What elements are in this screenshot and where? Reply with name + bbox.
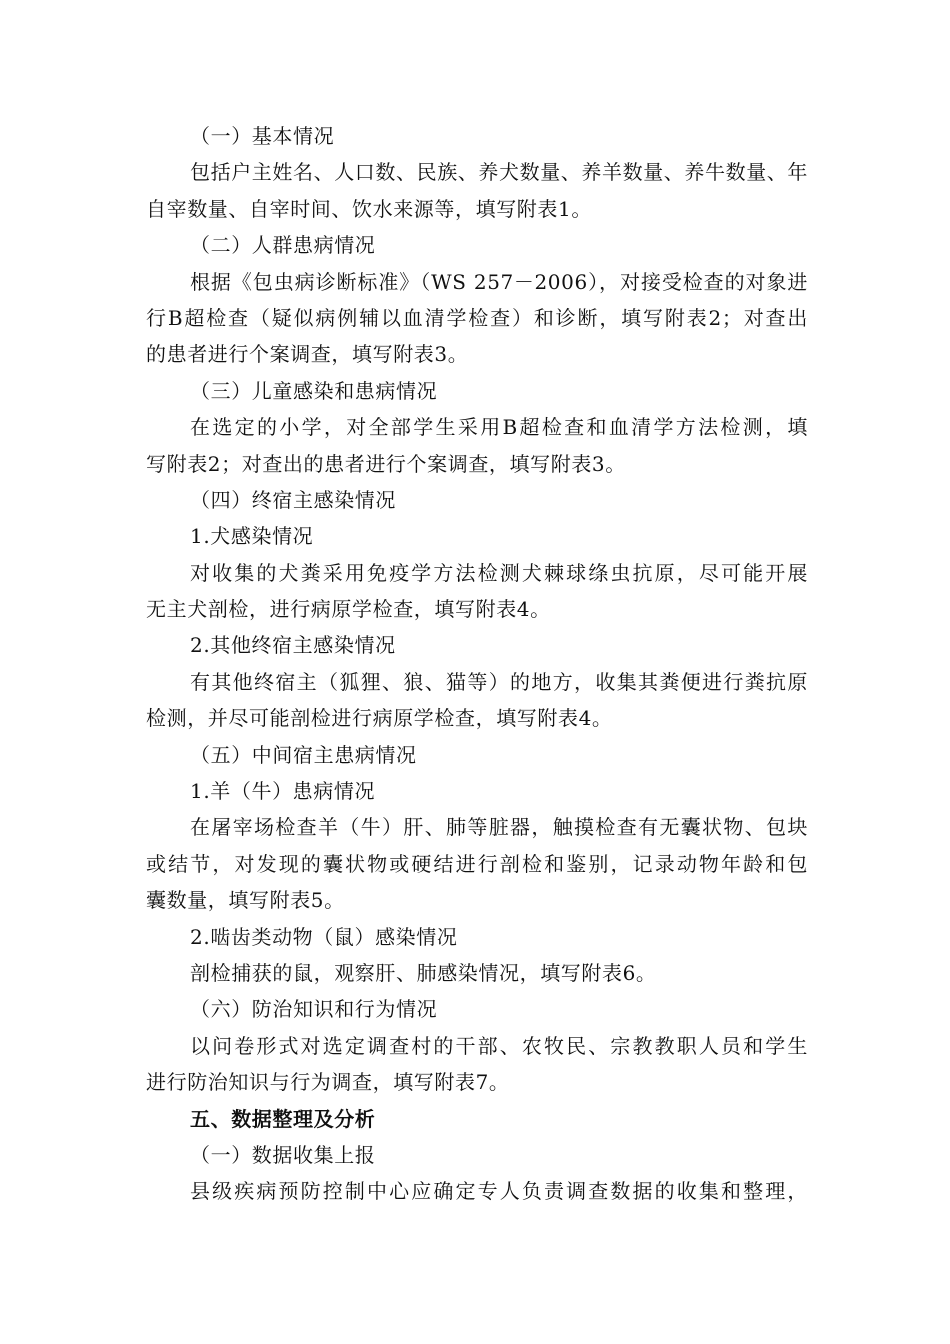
text-line: 剖检捕获的鼠，观察肝、肺感染情况，填写附表6。 bbox=[190, 960, 657, 985]
text-line: 根据《包虫病诊断标准》（WS 257－2006），对接受检查的对象进 bbox=[190, 269, 808, 294]
text-line: 对收集的犬粪采用免疫学方法检测犬棘球绦虫抗原，尽可能开展 bbox=[190, 560, 808, 585]
text-line: 包括户主姓名、人口数、民族、养犬数量、养羊数量、养牛数量、年 bbox=[190, 160, 808, 185]
text-line: （六）防治知识和行为情况 bbox=[190, 997, 438, 1022]
text-line: （一）数据收集上报 bbox=[190, 1142, 376, 1167]
text-line: 或结节，对发现的囊状物或硬结进行剖检和鉴别，记录动物年龄和包 bbox=[146, 851, 808, 876]
text-line: 进行防治知识与行为调查，填写附表7。 bbox=[146, 1070, 510, 1095]
text-line: 检测，并尽可能剖检进行病原学检查，填写附表4。 bbox=[146, 706, 613, 731]
text-line: （二）人群患病情况 bbox=[190, 233, 376, 258]
text-line: 县级疾病预防控制中心应确定专人负责调查数据的收集和整理， bbox=[190, 1179, 808, 1204]
text-line: 在选定的小学，对全部学生采用B超检查和血清学方法检测，填 bbox=[190, 415, 808, 440]
text-line: 在屠宰场检查羊（牛）肝、肺等脏器，触摸检查有无囊状物、包块 bbox=[190, 815, 808, 840]
text-line: 2.其他终宿主感染情况 bbox=[190, 633, 396, 658]
text-line: 有其他终宿主（狐狸、狼、猫等）的地方，收集其粪便进行粪抗原 bbox=[190, 669, 808, 694]
text-line: 的患者进行个案调查，填写附表3。 bbox=[146, 342, 469, 367]
text-line: 1.羊（牛）患病情况 bbox=[190, 779, 376, 804]
text-line: 无主犬剖检，进行病原学检查，填写附表4。 bbox=[146, 597, 551, 622]
text-line: （四）终宿主感染情况 bbox=[190, 487, 396, 512]
text-line: 囊数量，填写附表5。 bbox=[146, 888, 345, 913]
text-line: 2.啮齿类动物（鼠）感染情况 bbox=[190, 924, 458, 949]
text-line: 行B超检查（疑似病例辅以血清学检查）和诊断，填写附表2；对查出 bbox=[146, 305, 808, 330]
text-line: 以问卷形式对选定调查村的干部、农牧民、宗教教职人员和学生 bbox=[190, 1033, 808, 1058]
text-line: 自宰数量、自宰时间、饮水来源等，填写附表1。 bbox=[146, 196, 592, 221]
text-line: （三）儿童感染和患病情况 bbox=[190, 378, 438, 403]
text-line: 写附表2；对查出的患者进行个案调查，填写附表3。 bbox=[146, 451, 626, 476]
text-line: 1.犬感染情况 bbox=[190, 524, 314, 549]
section-heading: 五、数据整理及分析 bbox=[190, 1106, 376, 1131]
text-line: （一）基本情况 bbox=[190, 124, 335, 148]
text-line: （五）中间宿主患病情况 bbox=[190, 742, 417, 767]
document-body bbox=[146, 118, 808, 1210]
